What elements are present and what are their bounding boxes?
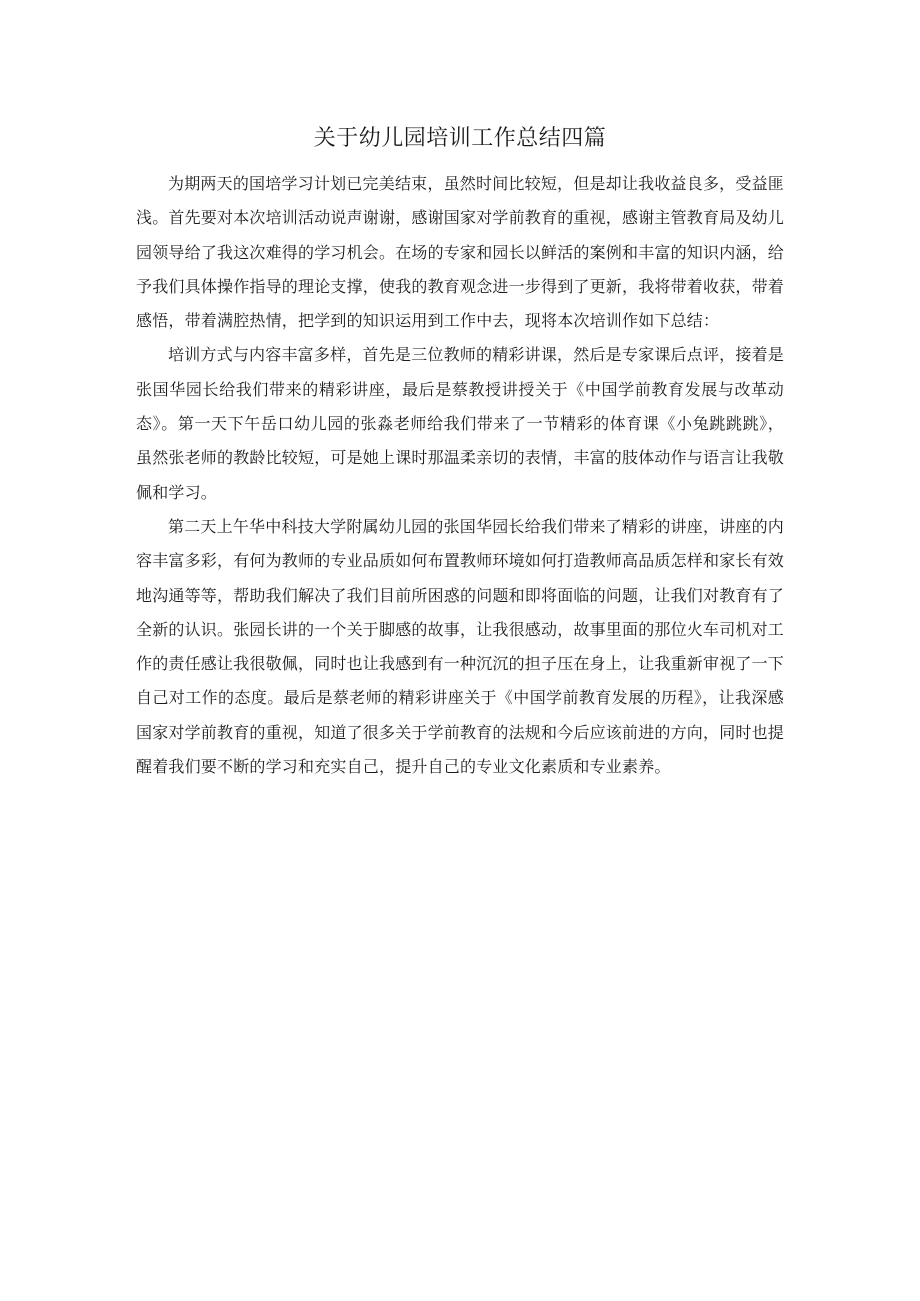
paragraph-2: 培训方式与内容丰富多样，首先是三位教师的精彩讲课，然后是专家课后点评，接着是张国华园长给我们带来的精彩讲座，最后是蔡教授讲授关于《中国学前教育发展与改革动态》。第一天下午岳口幼儿园的张淼老师给我们带来了一节精彩的体育课《小兔跳跳跳》，虽然张老师的教龄比较短，可是她上课时那温柔亲切的表情，丰富的肢体动作与语言让我敬佩和学习。	[136, 345, 785, 502]
document-title: 关于幼儿园培训工作总结四篇	[313, 126, 607, 151]
paragraph-3: 第二天上午华中科技大学附属幼儿园的张国华园长给我们带来了精彩的讲座，讲座的内容丰富多彩，有何为教师的专业品质如何布置教师环境如何打造教师高品质怎样和家长有效地沟通等等，帮助我们解决了我们目前所困惑的问题和即将面临的问题，让我们对教育有了全新的认识。张园长讲的一个关于脚感的故事，让我很感动，故事里面的那位火车司机对工作的责任感让我很敬佩，同时也让我感到有一种沉沉的担子压在身上，让我重新审视了一下自己对工作的态度。最后是蔡老师的精彩讲座关于《中国学前教育发展的历程》，让我深感国家对学前教育的重视，知道了很多关于学前教育的法规和今后应该前进的方向，同时也提醒着我们要不断的学习和充实自己，提升自己的专业文化素质和专业素养。	[136, 516, 785, 777]
paragraph-1: 为期两天的国培学习计划已完美结束，虽然时间比较短，但是却让我收益良多，受益匪浅。首先要对本次培训活动说声谢谢，感谢国家对学前教育的重视，感谢主管教育局及幼儿园领导给了我这次难得的学习机会。在场的专家和园长以鲜活的案例和丰富的知识内涵，给予我们具体操作指导的理论支撑，使我的教育观念进一步得到了更新，我将带着收获，带着感悟，带着满腔热情，把学到的知识运用到工作中去，现将本次培训作如下总结：	[136, 174, 785, 331]
